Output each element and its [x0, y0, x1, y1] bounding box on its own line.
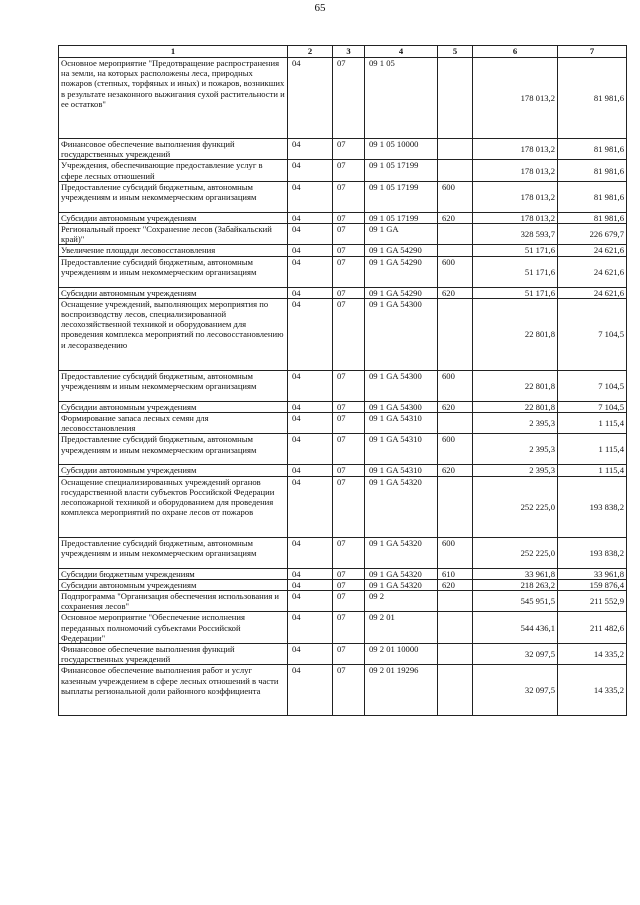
row-section: 04 — [288, 181, 333, 212]
row-target-article: 09 1 GA 54300 — [365, 370, 438, 401]
row-expense-type — [438, 245, 473, 256]
row-section: 04 — [288, 139, 333, 160]
row-target-article: 09 1 GA 54310 — [365, 465, 438, 476]
row-amount-1: 178 013,2 — [473, 139, 558, 160]
table-row — [59, 298, 627, 370]
row-name: Предоставление субсидий бюджетным, автономным учреждениям и иным некоммерческим организациям — [59, 537, 288, 568]
row-section: 04 — [288, 579, 333, 590]
row-expense-type: 600 — [438, 256, 473, 287]
table-row — [59, 644, 627, 665]
row-name: Финансовое обеспечение выполнения функций государственных учреждений — [59, 644, 288, 665]
row-amount-1: 32 097,5 — [473, 644, 558, 665]
table-row — [59, 287, 627, 298]
row-expense-type — [438, 665, 473, 716]
row-section: 04 — [288, 665, 333, 716]
row-expense-type — [438, 224, 473, 245]
row-amount-2: 24 621,6 — [558, 256, 627, 287]
row-amount-2: 211 552,9 — [558, 591, 627, 612]
row-name: Оснащение специализированных учреждений органов государственной власти субъектов Российской Федерации лесопожарной техникой и оборудованием для проведения комплекса мероприятий по охране лесов от пожаров — [59, 476, 288, 537]
row-subsection: 07 — [333, 256, 365, 287]
row-name: Субсидии автономным учреждениям — [59, 579, 288, 590]
row-section: 04 — [288, 298, 333, 370]
row-amount-2: 14 335,2 — [558, 644, 627, 665]
row-subsection: 07 — [333, 579, 365, 590]
row-subsection: 07 — [333, 644, 365, 665]
row-amount-1: 218 263,2 — [473, 579, 558, 590]
row-expense-type: 600 — [438, 181, 473, 212]
row-subsection: 07 — [333, 537, 365, 568]
row-target-article: 09 1 GA 54320 — [365, 537, 438, 568]
row-target-article: 09 2 01 19296 — [365, 665, 438, 716]
row-expense-type — [438, 644, 473, 665]
row-target-article: 09 1 05 17199 — [365, 160, 438, 181]
row-amount-2: 7 104,5 — [558, 401, 627, 412]
table-row — [59, 370, 627, 401]
row-amount-2: 193 838,2 — [558, 476, 627, 537]
row-subsection: 07 — [333, 370, 365, 401]
row-target-article: 09 1 GA 54310 — [365, 413, 438, 434]
row-subsection: 07 — [333, 591, 365, 612]
page-number: 65 — [314, 2, 326, 14]
row-amount-1: 32 097,5 — [473, 665, 558, 716]
table-row — [59, 465, 627, 476]
table-row — [59, 401, 627, 412]
table-row — [59, 568, 627, 579]
row-amount-1: 2 395,3 — [473, 434, 558, 465]
row-section: 04 — [288, 568, 333, 579]
row-section: 04 — [288, 537, 333, 568]
row-subsection: 07 — [333, 434, 365, 465]
row-subsection: 07 — [333, 139, 365, 160]
table-row — [59, 476, 627, 537]
row-expense-type: 620 — [438, 287, 473, 298]
row-amount-1: 545 951,5 — [473, 591, 558, 612]
table-row — [59, 612, 627, 644]
table-row — [59, 665, 627, 716]
row-name: Финансовое обеспечение выполнения работ и услуг казенным учреждением в сфере лесных отношений в части выплаты региональной доли районного коэффициента — [59, 665, 288, 716]
row-amount-2: 1 115,4 — [558, 434, 627, 465]
header-cell: 3 — [333, 46, 365, 58]
row-amount-1: 22 801,8 — [473, 401, 558, 412]
row-name: Финансовое обеспечение выполнения функций государственных учреждений — [59, 139, 288, 160]
row-subsection: 07 — [333, 181, 365, 212]
row-section: 04 — [288, 413, 333, 434]
row-name: Подпрограмма "Организация обеспечения использования и сохранения лесов" — [59, 591, 288, 612]
table-row — [59, 434, 627, 465]
row-amount-2: 81 981,6 — [558, 212, 627, 223]
table-row — [59, 181, 627, 212]
row-section: 04 — [288, 476, 333, 537]
row-subsection: 07 — [333, 612, 365, 644]
row-target-article: 09 1 05 17199 — [365, 212, 438, 223]
row-amount-1: 178 013,2 — [473, 58, 558, 139]
row-expense-type: 620 — [438, 579, 473, 590]
row-name: Субсидии автономным учреждениям — [59, 401, 288, 412]
row-amount-1: 22 801,8 — [473, 370, 558, 401]
row-section: 04 — [288, 401, 333, 412]
row-amount-1: 178 013,2 — [473, 160, 558, 181]
row-subsection: 07 — [333, 401, 365, 412]
header-cell: 4 — [365, 46, 438, 58]
header-cell: 7 — [558, 46, 627, 58]
row-section: 04 — [288, 465, 333, 476]
budget-table — [58, 45, 627, 716]
table-row — [59, 212, 627, 223]
row-expense-type — [438, 160, 473, 181]
row-subsection: 07 — [333, 224, 365, 245]
table-row — [59, 58, 627, 139]
row-section: 04 — [288, 256, 333, 287]
row-amount-2: 24 621,6 — [558, 245, 627, 256]
row-amount-2: 226 679,7 — [558, 224, 627, 245]
row-section: 04 — [288, 591, 333, 612]
row-name: Учреждения, обеспечивающие предоставление услуг в сфере лесных отношений — [59, 160, 288, 181]
row-amount-1: 51 171,6 — [473, 287, 558, 298]
row-amount-2: 211 482,6 — [558, 612, 627, 644]
row-section: 04 — [288, 212, 333, 223]
row-target-article: 09 1 GA 54290 — [365, 256, 438, 287]
header-cell: 2 — [288, 46, 333, 58]
row-expense-type — [438, 591, 473, 612]
row-expense-type: 620 — [438, 465, 473, 476]
row-target-article: 09 1 GA 54290 — [365, 245, 438, 256]
row-name: Основное мероприятие "Предотвращение распространения на земли, на которых расположены леса, природных пожаров (степных, торфяных и иных) и пожаров, возникших в результате незаконного выжигания сухой растительности и ее остатков" — [59, 58, 288, 139]
row-amount-2: 14 335,2 — [558, 665, 627, 716]
row-amount-2: 81 981,6 — [558, 181, 627, 212]
row-target-article: 09 1 GA 54310 — [365, 434, 438, 465]
row-expense-type: 600 — [438, 434, 473, 465]
row-section: 04 — [288, 370, 333, 401]
row-section: 04 — [288, 224, 333, 245]
row-target-article: 09 2 — [365, 591, 438, 612]
row-section: 04 — [288, 160, 333, 181]
row-amount-2: 159 876,4 — [558, 579, 627, 590]
row-amount-1: 252 225,0 — [473, 537, 558, 568]
row-amount-2: 81 981,6 — [558, 139, 627, 160]
row-amount-1: 328 593,7 — [473, 224, 558, 245]
table-row — [59, 413, 627, 434]
row-subsection: 07 — [333, 665, 365, 716]
row-amount-1: 252 225,0 — [473, 476, 558, 537]
row-amount-1: 33 961,8 — [473, 568, 558, 579]
row-name: Субсидии автономным учреждениям — [59, 465, 288, 476]
row-amount-2: 193 838,2 — [558, 537, 627, 568]
row-name: Региональный проект "Сохранение лесов (Забайкальский край)" — [59, 224, 288, 245]
row-amount-1: 544 436,1 — [473, 612, 558, 644]
header-row — [59, 46, 627, 58]
table-row — [59, 224, 627, 245]
header-cell: 6 — [473, 46, 558, 58]
row-name: Предоставление субсидий бюджетным, автономным учреждениям и иным некоммерческим организациям — [59, 181, 288, 212]
row-amount-1: 2 395,3 — [473, 413, 558, 434]
row-subsection: 07 — [333, 413, 365, 434]
row-subsection: 07 — [333, 58, 365, 139]
row-expense-type — [438, 139, 473, 160]
row-amount-2: 33 961,8 — [558, 568, 627, 579]
row-expense-type — [438, 476, 473, 537]
row-name: Предоставление субсидий бюджетным, автономным учреждениям и иным некоммерческим организациям — [59, 370, 288, 401]
row-subsection: 07 — [333, 245, 365, 256]
row-section: 04 — [288, 245, 333, 256]
row-amount-2: 81 981,6 — [558, 58, 627, 139]
header-cell: 5 — [438, 46, 473, 58]
row-subsection: 07 — [333, 212, 365, 223]
row-expense-type: 620 — [438, 212, 473, 223]
row-subsection: 07 — [333, 160, 365, 181]
table-body — [59, 58, 627, 716]
row-target-article: 09 1 GA 54320 — [365, 476, 438, 537]
row-amount-2: 1 115,4 — [558, 413, 627, 434]
row-subsection: 07 — [333, 298, 365, 370]
row-section: 04 — [288, 287, 333, 298]
row-name: Оснащение учреждений, выполняющих мероприятия по воспроизводству лесов, специализированной лесохозяйственной техникой и оборудованием для проведения комплекса мероприятий по лесовосстановлению и лесоразведению — [59, 298, 288, 370]
row-target-article: 09 1 GA 54320 — [365, 579, 438, 590]
row-expense-type — [438, 413, 473, 434]
table-row — [59, 245, 627, 256]
row-target-article: 09 2 01 — [365, 612, 438, 644]
table-row — [59, 591, 627, 612]
row-name: Основное мероприятие "Обеспечение исполнения переданных полномочий субъектами Российской Федерации" — [59, 612, 288, 644]
row-expense-type: 610 — [438, 568, 473, 579]
row-amount-1: 178 013,2 — [473, 181, 558, 212]
row-name: Субсидии бюджетным учреждениям — [59, 568, 288, 579]
row-subsection: 07 — [333, 568, 365, 579]
row-section: 04 — [288, 58, 333, 139]
row-target-article: 09 1 05 — [365, 58, 438, 139]
row-section: 04 — [288, 612, 333, 644]
row-target-article: 09 2 01 10000 — [365, 644, 438, 665]
row-target-article: 09 1 GA — [365, 224, 438, 245]
table-row — [59, 537, 627, 568]
row-amount-1: 178 013,2 — [473, 212, 558, 223]
row-target-article: 09 1 GA 54300 — [365, 298, 438, 370]
row-amount-2: 1 115,4 — [558, 465, 627, 476]
row-target-article: 09 1 GA 54300 — [365, 401, 438, 412]
row-amount-2: 7 104,5 — [558, 298, 627, 370]
row-expense-type — [438, 298, 473, 370]
header-cell: 1 — [59, 46, 288, 58]
row-target-article: 09 1 05 17199 — [365, 181, 438, 212]
row-expense-type: 620 — [438, 401, 473, 412]
row-amount-2: 24 621,6 — [558, 287, 627, 298]
row-subsection: 07 — [333, 465, 365, 476]
row-target-article: 09 1 GA 54290 — [365, 287, 438, 298]
row-amount-1: 22 801,8 — [473, 298, 558, 370]
row-expense-type — [438, 58, 473, 139]
row-target-article: 09 1 GA 54320 — [365, 568, 438, 579]
row-subsection: 07 — [333, 287, 365, 298]
row-name: Субсидии автономным учреждениям — [59, 287, 288, 298]
row-section: 04 — [288, 434, 333, 465]
row-expense-type: 600 — [438, 537, 473, 568]
row-name: Формирование запаса лесных семян для лесовосстановления — [59, 413, 288, 434]
row-name: Субсидии автономным учреждениям — [59, 212, 288, 223]
row-amount-1: 2 395,3 — [473, 465, 558, 476]
row-section: 04 — [288, 644, 333, 665]
row-name: Предоставление субсидий бюджетным, автономным учреждениям и иным некоммерческим организациям — [59, 256, 288, 287]
table-row — [59, 160, 627, 181]
row-amount-2: 7 104,5 — [558, 370, 627, 401]
row-expense-type: 600 — [438, 370, 473, 401]
row-amount-2: 81 981,6 — [558, 160, 627, 181]
row-expense-type — [438, 612, 473, 644]
table-row — [59, 579, 627, 590]
row-amount-1: 51 171,6 — [473, 256, 558, 287]
table-row — [59, 256, 627, 287]
row-name: Предоставление субсидий бюджетным, автономным учреждениям и иным некоммерческим организациям — [59, 434, 288, 465]
row-subsection: 07 — [333, 476, 365, 537]
row-amount-1: 51 171,6 — [473, 245, 558, 256]
row-name: Увеличение площади лесовосстановления — [59, 245, 288, 256]
row-target-article: 09 1 05 10000 — [365, 139, 438, 160]
table-row — [59, 139, 627, 160]
